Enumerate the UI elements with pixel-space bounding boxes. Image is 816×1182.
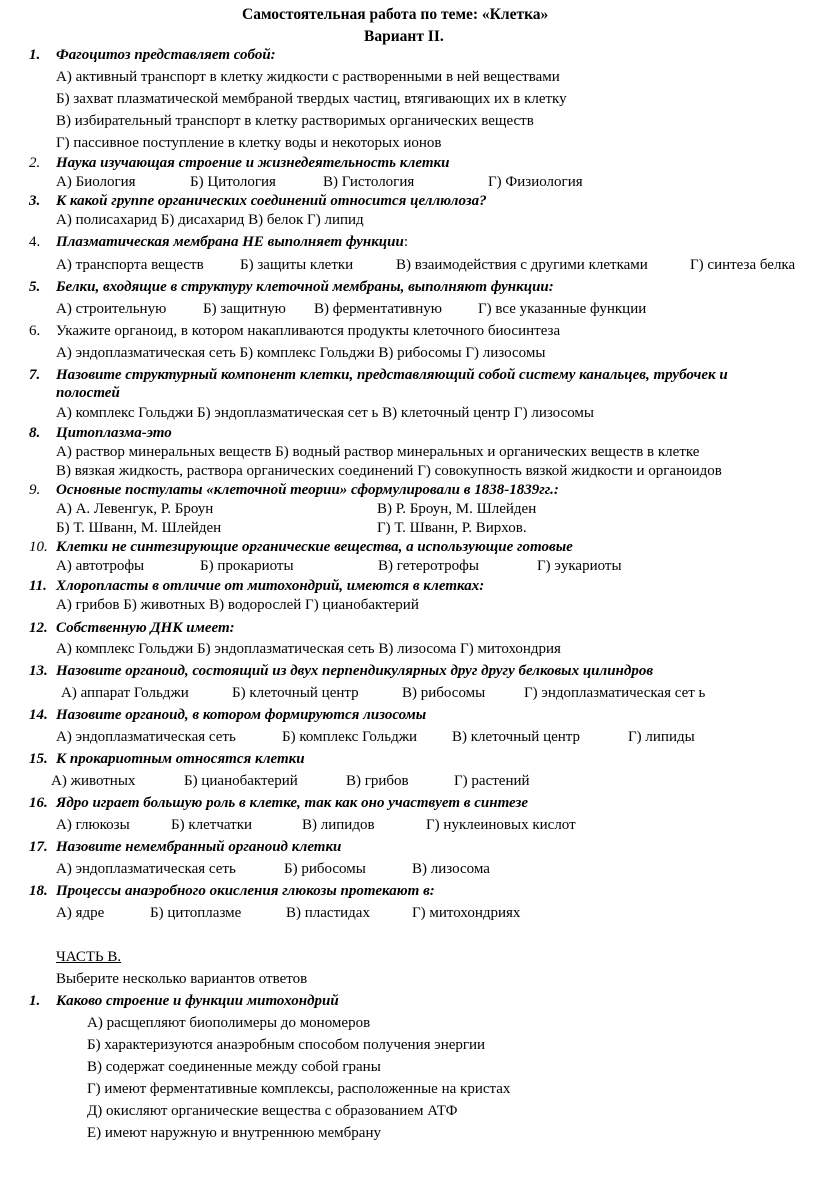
question-number: 3. <box>29 193 41 209</box>
question-number: 15. <box>29 751 48 767</box>
answer-option: Г) митохондриях <box>412 905 521 921</box>
answer-option: А) аппарат Гольджи <box>61 685 189 701</box>
question-number: 7. <box>29 367 41 383</box>
question-text: Назовите органоид, в котором формируются лизосомы <box>56 707 427 723</box>
answer-option: В) избирательный транспорт в клетку растворимых органических веществ <box>56 113 534 129</box>
question-text: Укажите органоид, в котором накапливаются продукты клеточного биосинтеза <box>56 323 561 339</box>
answer-option: Г) липиды <box>628 729 695 745</box>
question-text: Клетки не синтезирующие органические вещества, а использующие готовые <box>56 539 573 555</box>
question-number: 8. <box>29 425 41 441</box>
answer-option: Б) Т. Шванн, М. Шлейден <box>56 520 222 536</box>
answer-option: А) строительную <box>56 301 167 317</box>
answer-option: А) эндоплазматическая сеть <box>56 729 236 745</box>
document-title: Самостоятельная работа по теме: «Клетка» <box>242 6 549 23</box>
answer-option: А) транспорта веществ <box>56 257 204 273</box>
answer-option: А) расщепляют биополимеры до мономеров <box>87 1015 371 1031</box>
answer-option: А) Биология <box>56 174 136 190</box>
answer-option: А) комплекс Гольджи Б) эндоплазматическая сет ь В) клеточный центр Г) лизосомы <box>56 405 594 421</box>
answer-option: А) животных <box>51 773 136 789</box>
answer-option: Б) комплекс Гольджи <box>282 729 418 745</box>
answer-option: В) пластидах <box>286 905 370 921</box>
question-text: К какой группе органических соединений относится целлюлоза? <box>56 193 487 209</box>
answer-option: А) активный транспорт в клетку жидкости с растворенными в ней веществами <box>56 69 560 85</box>
answer-option: Г) эндоплазматическая сет ь <box>524 685 706 701</box>
question-text: Назовите органоид, состоящий из двух перпендикулярных друг другу белковых цилиндров <box>56 663 654 679</box>
question-text: Фагоцитоз представляет собой: <box>56 47 276 63</box>
answer-option: А) эндоплазматическая сеть Б) комплекс Гольджи В) рибосомы Г) лизосомы <box>56 345 546 361</box>
answer-option: Г) Физиология <box>488 174 583 190</box>
answer-option: Б) захват плазматической мембраной твердых частиц, втягивающих их в клетку <box>56 91 567 107</box>
question-number: 2. <box>29 155 41 171</box>
answer-option: А) раствор минеральных веществ Б) водный раствор минеральных и органических веществ в клетке <box>56 444 700 460</box>
answer-option: Б) клетчатки <box>171 817 253 833</box>
answer-option: Б) защитную <box>203 301 286 317</box>
question-number: 12. <box>29 620 48 636</box>
question-text: Плазматическая мембрана НЕ выполняет функции <box>56 234 404 250</box>
answer-option: В) рибосомы <box>402 685 486 701</box>
answer-option: Б) клеточный центр <box>232 685 359 701</box>
answer-option: Г) все указанные функции <box>478 301 647 317</box>
answer-option: Б) Цитология <box>190 174 276 190</box>
question-text: К прокариотным относятся клетки <box>56 751 305 767</box>
question-number: 16. <box>29 795 48 811</box>
answer-option: Г) нуклеиновых кислот <box>426 817 576 833</box>
answer-option: В) ферментативную <box>314 301 442 317</box>
question-text-continued: полостей <box>56 385 120 401</box>
answer-option: Б) прокариоты <box>200 558 294 574</box>
answer-option: В) Гистология <box>323 174 415 190</box>
part-b-instruction: Выберите несколько вариантов ответов <box>56 971 308 987</box>
question-text: Назовите структурный компонент клетки, представляющий собой систему канальцев, трубочек и <box>56 367 728 383</box>
question-text: Цитоплазма-это <box>56 425 172 441</box>
question-number: 1. <box>29 47 41 63</box>
question-number: 18. <box>29 883 48 899</box>
answer-option: В) содержат соединенные между собой граны <box>87 1059 381 1075</box>
question-text: Собственную ДНК имеет: <box>56 620 235 636</box>
question-text: Основные постулаты «клеточной теории» сформулировали в 1838-1839гг.: <box>56 482 559 498</box>
answer-option: Д) окисляют органические вещества с образованием АТФ <box>87 1103 458 1119</box>
question-number: 11. <box>29 578 47 594</box>
question-number: 6. <box>29 323 41 339</box>
question-number: 10. <box>29 539 48 555</box>
part-b-heading: ЧАСТЬ В. <box>56 949 122 965</box>
answer-option: Г) эукариоты <box>537 558 622 574</box>
answer-option: А) глюкозы <box>56 817 130 833</box>
question-number: 13. <box>29 663 48 679</box>
answer-option: Б) цитоплазме <box>150 905 242 921</box>
answer-option: А) комплекс Гольджи Б) эндоплазматическая сеть В) лизосома Г) митохондрия <box>56 641 561 657</box>
answer-option: В) липидов <box>302 817 375 833</box>
question-colon: : <box>403 234 408 250</box>
question-text: Наука изучающая строение и жизнедеятельность клетки <box>56 155 450 171</box>
answer-option: В) взаимодействия с другими клетками <box>396 257 648 273</box>
answer-option: А) ядре <box>56 905 105 921</box>
answer-option: Б) рибосомы <box>284 861 366 877</box>
question-text: Хлоропласты в отличие от митохондрий, имеются в клетках: <box>56 578 485 594</box>
answer-option: А) А. Левенгук, Р. Броун <box>56 501 214 517</box>
answer-option: Г) имеют ферментативные комплексы, расположенные на кристах <box>87 1081 511 1097</box>
answer-option: Г) Т. Шванн, Р. Вирхов. <box>377 520 527 536</box>
question-number: 4. <box>29 234 41 250</box>
answer-option: А) эндоплазматическая сеть <box>56 861 236 877</box>
answer-option: Б) цианобактерий <box>184 773 298 789</box>
question-text: Белки, входящие в структуру клеточной мембраны, выполняют функции: <box>56 279 554 295</box>
answer-option: Г) синтеза белка <box>690 257 796 273</box>
question-number: 17. <box>29 839 48 855</box>
answer-option: Г) растений <box>454 773 530 789</box>
question-number: 14. <box>29 707 48 723</box>
answer-option: А) полисахарид Б) дисахарид В) белок Г) липид <box>56 212 364 228</box>
answer-option: В) клеточный центр <box>452 729 581 745</box>
answer-option: А) автотрофы <box>56 558 145 574</box>
answer-option: Б) характеризуются анаэробным способом получения энергии <box>87 1037 486 1053</box>
question-text: Назовите немембранный органоид клетки <box>56 839 342 855</box>
question-number: 1. <box>29 993 41 1009</box>
question-text: Каково строение и функции митохондрий <box>56 993 339 1009</box>
answer-option: Г) пассивное поступление в клетку воды и некоторых ионов <box>56 135 442 151</box>
answer-option: В) гетеротрофы <box>378 558 479 574</box>
question-number: 5. <box>29 279 41 295</box>
answer-option: Б) защиты клетки <box>240 257 354 273</box>
answer-option: В) лизосома <box>412 861 490 877</box>
question-text: Ядро играет большую роль в клетке, так как оно участвует в синтезе <box>56 795 529 811</box>
variant-label: Вариант II. <box>364 28 444 45</box>
answer-option: В) Р. Броун, М. Шлейден <box>377 501 537 517</box>
answer-option: Е) имеют наружную и внутреннюю мембрану <box>87 1125 381 1141</box>
answer-option: В) вязкая жидкость, раствора органических соединений Г) совокупность вязкой жидкости и органоидов <box>56 463 722 479</box>
question-text: Процессы анаэробного окисления глюкозы протекают в: <box>56 883 435 899</box>
question-number: 9. <box>29 482 41 498</box>
answer-option: А) грибов Б) животных В) водорослей Г) цианобактерий <box>56 597 419 613</box>
answer-option: В) грибов <box>346 773 409 789</box>
